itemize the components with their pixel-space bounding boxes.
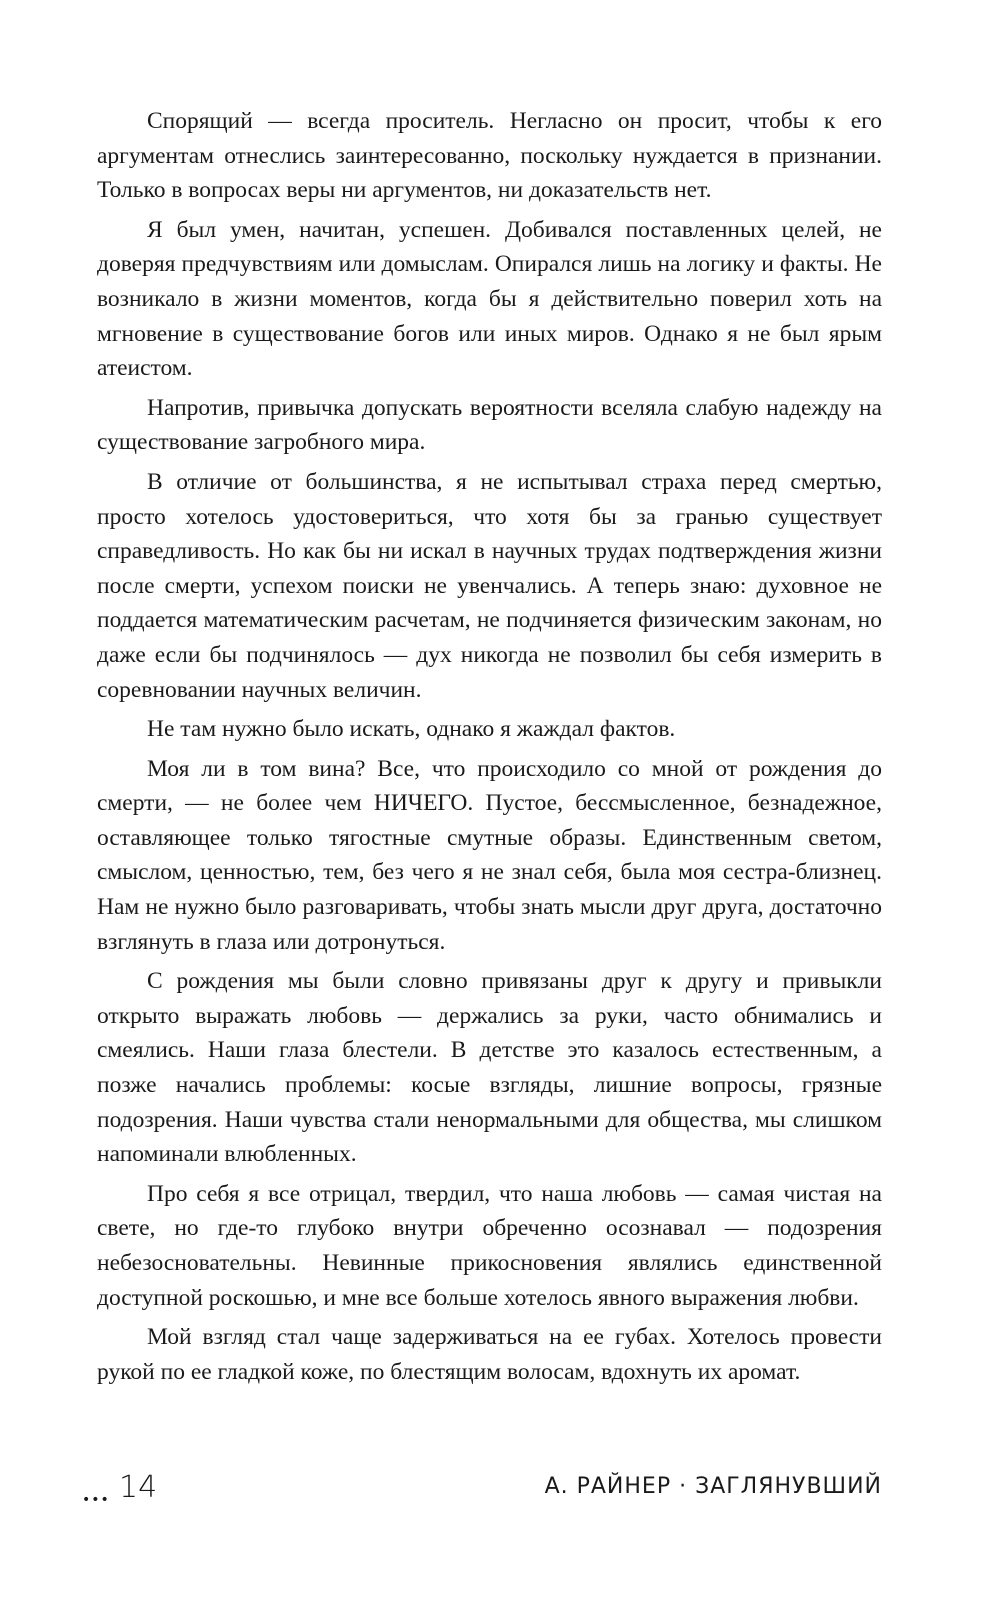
footer-dots: ••• — [82, 1492, 110, 1508]
page-number: 14 — [119, 1470, 158, 1505]
running-head-separator: · — [679, 1474, 688, 1499]
paragraph-7: С рождения мы были словно привязаны друг к другу и привыкли открыто выражать любовь — держались за руки, часто обнимались и смеялись. Наши глаза блестели. В детстве это казалось естественным, а позже начались проблемы: косые взгляды, лишние вопросы, грязные подозрения. Наши чувства стали ненормальными для общества, мы слишком напоминали влюбленных. — [97, 968, 882, 1168]
running-head — [545, 1474, 882, 1499]
paragraph-3: Напротив, привычка допускать вероятности вселяла слабую надежду на существование загробного мира. — [97, 394, 882, 456]
paragraph-2: Я был умен, начитан, успешен. Добивался поставленных целей, не доверяя предчувствиям или домыслам. Опирался лишь на логику и факты. Не возникало в жизни моментов, когда бы я действительно поверил хоть на мгновение в существование богов или иных миров. Однако я не был ярым атеистом. — [97, 216, 882, 382]
book-title: ЗАГЛЯНУВШИЙ — [695, 1474, 882, 1499]
paragraph-1: Спорящий — всегда проситель. Негласно он просит, чтобы к его аргументам отнеслись заинтересованно, поскольку нуждается в признании. Только в вопросах веры ни аргументов, ни доказательств нет. — [97, 108, 882, 204]
paragraph-4: В отличие от большинства, я не испытывал страха перед смертью, просто хотелось удостовериться, что хотя бы за гранью существует справедливость. Но как бы ни искал в научных трудах подтверждения жизни после смерти, успехом поиски не увенчались. А теперь знаю: духовное не поддается математическим расчетам, не подчиняется физическим законам, но даже если бы подчинялось — дух никогда не позволил бы себя измерить в соревновании научных величин. — [97, 468, 882, 703]
paragraph-5: Не там нужно было искать, однако я жаждал фактов. — [147, 716, 676, 743]
author-name: А. РАЙНЕР — [544, 1474, 672, 1499]
page-footer — [82, 1470, 882, 1510]
paragraph-8: Про себя я все отрицал, твердил, что наша любовь — самая чистая на свете, но где-то глубоко внутри обреченно осознавал — подозрения небезосновательны. Невинные прикосновения являлись единственной доступной роскошью, и мне все больше хотелось явного выражения любви. — [97, 1180, 882, 1311]
paragraph-6: Моя ли в том вина? Все, что происходило со мной от рождения до смерти, — не более чем НИЧЕГО. Пустое, бессмысленное, безнадежное, оставляющее только тягостные смутные образы. Единственным светом, смыслом, ценностью, тем, без чего я не знал себя, была моя сестра-близнец. Нам не нужно было разговаривать, чтобы знать мысли друг друга, достаточно взглянуть в глаза или дотронуться. — [97, 755, 882, 955]
body-text — [97, 104, 882, 1389]
paragraph-9: Мой взгляд стал чаще задерживаться на ее губах. Хотелось провести рукой по ее гладкой коже, по блестящим волосам, вдохнуть их аромат. — [97, 1324, 882, 1385]
